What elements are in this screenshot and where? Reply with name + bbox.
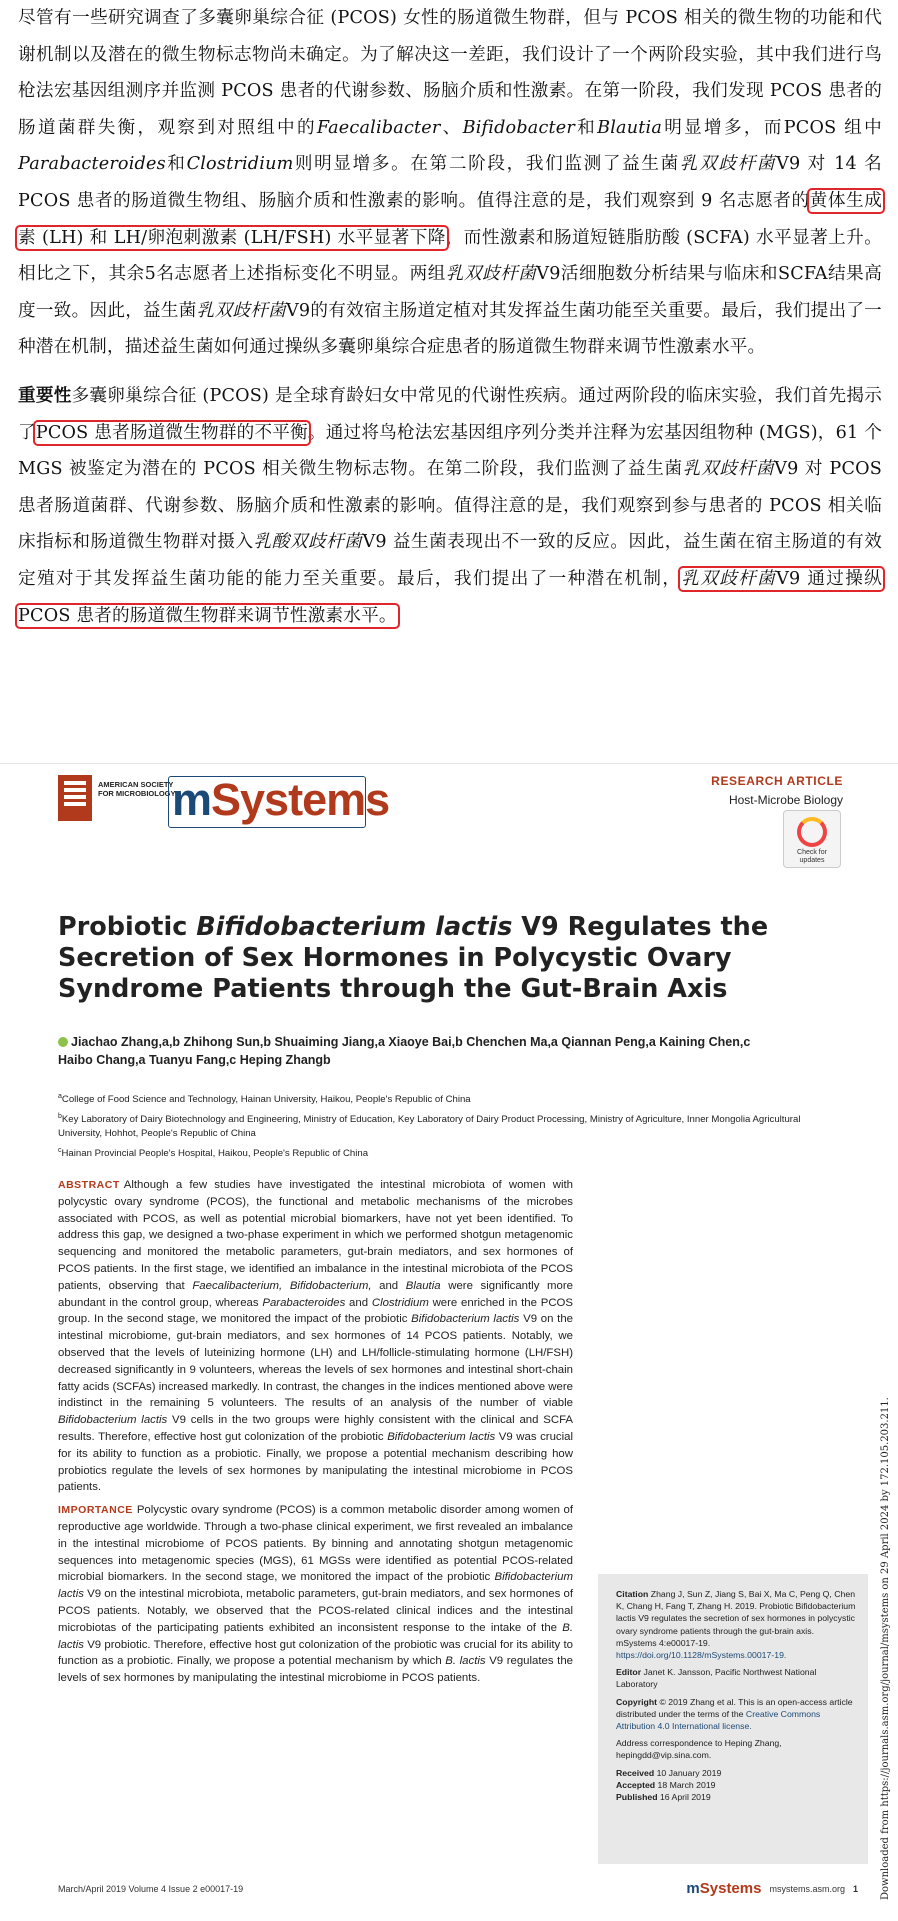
citation-sidebar: Citation Zhang J, Sun Z, Jiang S, Bai X, Ma C, Peng Q, Chen K, Chang H, Fang T, Zhang H. 2019. Probiotic Bifidobacterium lactis V9 regulates the secretion of sex hormones in polycystic ovary syndrome patients through the gut-brain axis. mSystems 4:e00017-19. https://doi.org/10.1128/mSystems.00017-19. Editor Janet K. Jansson, Pacific Northwest National Laboratory Copyright © 2019 Zhang et al. This is an open-access article distributed under the terms of the Creative Commons Attribution 4.0 International license. Address correspondence to Heping Zhang, hepingdd@vip.sina.com. Received 10 January 2019 Accepted 18 March 2019 Published 16 April 2019 [598, 1574, 868, 1864]
highlight-box-imbalance: PCOS 患者肠道微生物群的不平衡 [35, 422, 308, 443]
highlight-box-mechanism: 乳双歧杆菌V9 通过操纵 PCOS 患者的肠道微生物群来调节性激素水平。 [18, 568, 882, 626]
download-watermark: Downloaded from https://journals.asm.org/journal/msystems on 29 April 2024 by 172.105.203.211. [880, 1397, 891, 1900]
msystems-logo: mSystems [172, 774, 390, 825]
abstract-column [58, 1177, 573, 1693]
article-type: RESEARCH ARTICLE [711, 774, 843, 788]
asm-logo-mark-icon [64, 781, 86, 811]
affiliations: $^a$College of Food Science and Technology, Hainan University, Haikou, People's Republic of China $^b$Key Laboratory of Dairy Biotechnology and Engineering, Ministry of Education, Key Laboratory of Dairy Product Processing, Ministry of Agriculture, Inner Mongolia Agricultural University, Hohhot, People's Republic of China $^c$Hainan Provincial People's Hospital, Haikou, People's Republic of China [58, 1093, 801, 1160]
importance-paragraph: IMPORTANCE Polycystic ovary syndrome (PCOS) is a common metabolic disorder among women of reproductive age worldwide. Through a two-phase clinical experiment, we first revealed an imbalance in the intestinal microbiome of PCOS patients. By binning and annotating shotgun metagenomic sequences into metagenomic species (MGS), 61 MGSs were identified as potential PCOS-related microbial biomarkers. In the second stage, we monitored the impact of the probiotic Bifidobacterium lactis V9 on the intestinal microbiota, metabolic parameters, gut-brain mediators, and sex hormones of PCOS patients. Notably, we observed that the PCOS-related clinical indices and the intestinal microbiotas of the participating patients exhibited an inconsistent response to the intake of the B. lactis V9 probiotic. Therefore, effective host gut colonization of the probiotic was crucial for its ability to function as a probiotic. Finally, we propose a potential mechanism by which B. lactis V9 regulates the levels of sex hormones by manipulating the intestinal microbiome in PCOS patients. [58, 1504, 574, 1685]
page-footer [58, 1882, 858, 1900]
cn-importance-label: 重要性 [18, 384, 72, 406]
asm-society-name: AMERICAN SOCIETY FOR MICROBIOLOGY [98, 780, 176, 798]
journal-site: msystems.asm.org [769, 1883, 845, 1894]
cn-abstract-paragraph: 尽管有一些研究调查了多囊卵巢综合征 (PCOS) 女性的肠道微生物群，但与 PCOS 相关的微生物的功能和代谢机制以及潜在的微生物标志物尚未确定。为了解决这一差距，我们设计了一个两阶段实验，其中我们进行鸟枪法宏基因组测序并监测 PCOS 患者的代谢参数、肠脑介质和性激素。在第一阶段，我们发现 PCOS 患者的肠道菌群失衡，观察到对照组中的Faecalibacter、Bifidobacter和Blautia明显增多，而PCOS 组中Parabacteroides和Clostridium则明显增多。在第二阶段，我们监测了益生菌乳双歧杆菌V9 对 14 名 PCOS 患者的肠道微生物组、肠脑介质和性激素的影响。值得注意的是，我们观察到 9 名志愿者的黄体生成素 (LH) 和 LH/卵泡刺激素 (LH/FSH) 水平显著下降，而性激素和肠道短链脂肪酸 (SCFA) 水平显著上升。相比之下，其余5名志愿者上述指标变化不明显。两组乳双歧杆菌V9活细胞数分析结果与临床和SCFA结果高度一致。因此，益生菌乳双歧杆菌V9的有效宿主肠道定植对其发挥益生菌功能至关重要。最后，我们提出了一种潜在机制，描述益生菌如何通过操纵多囊卵巢综合症患者的肠道微生物群来调节性激素水平。 [18, 8, 883, 358]
chinese-translation [0, 0, 898, 760]
orcid-icon[interactable] [58, 1037, 68, 1047]
doi-link[interactable]: https://doi.org/10.1128/mSystems.00017-19. [616, 1650, 787, 1661]
article-section: Host-Microbe Biology [728, 793, 843, 807]
page-number: 1 [852, 1883, 858, 1894]
article-type-block [711, 774, 843, 807]
abstract-label: ABSTRACT [58, 1179, 120, 1191]
footer-msystems-logo: mSystems [686, 1880, 762, 1897]
author-list: Jiachao Zhang,a,b Zhihong Sun,b Shuaiming Jiang,a Xiaoye Bai,b Chenchen Ma,a Qiannan Peng,a Kaining Chen,c Haibo Chang,a Tuanyu Fang,c Heping Zhangb [58, 1035, 751, 1067]
check-updates-icon [797, 817, 827, 847]
highlight-box-lh: 黄体生成素 (LH) 和 LH/卵泡刺激素 (LH/FSH) 水平显著下降 [18, 190, 882, 248]
check-for-updates-badge[interactable]: Check for updates [783, 810, 841, 868]
article-title: Probiotic Bifidobacterium lactis V9 Regulates the Secretion of Sex Hormones in Polycystic Ovary Syndrome Patients through the Gut-Brain Axis [58, 912, 769, 1004]
license-link[interactable]: Creative Commons Attribution 4.0 International license. [616, 1708, 821, 1732]
abstract-paragraph: ABSTRACT Although a few studies have investigated the intestinal microbiota of women with polycystic ovary syndrome (PCOS), the functional and metabolic mechanisms of the microbes associated with PCOS, as well as potential microbial biomarkers, have not yet been identified. To address this gap, we designed a two-phase experiment in which we performed shotgun metagenomic sequencing and monitored the metabolic parameters, gut-brain mediators, and sex hormones of PCOS patients. In the first stage, we identified an imbalance in the intestinal microbiota of the PCOS patients, observing that Faecalibacterium, Bifidobacterium, and Blautia were significantly more abundant in the control group, whereas Parabacteroides and Clostridium were enriched in the PCOS group. In the second stage, we monitored the impact of the probiotic Bifidobacterium lactis V9 on the intestinal microbiome, gut-brain mediators, and sex hormones of 14 PCOS patients. Notably, we observed that the levels of luteinizing hormone (LH) and LH/follicle-stimulating hormone (LH/FSH) decreased significantly in 9 volunteers, whereas the levels of sex hormones and intestinal short-chain fatty acids (SCFAs) increased markedly. In contrast, the changes in the indices mentioned above were indistinct in the remaining 5 volunteers. The results of an analysis of the number of viable Bifidobacterium lactis V9 cells in the two groups were highly consistent with the clinical and SCFA results. Therefore, effective host gut colonization of the probiotic Bifidobacterium lactis V9 was crucial for its ability to function as a probiotic. Finally, we propose a potential mechanism describing how probiotics regulate the levels of sex hormones by manipulating the intestinal microbiome in PCOS patients. [58, 1179, 574, 1494]
issue-info: March/April 2019 Volume 4 Issue 2 e00017-19 [58, 1884, 244, 1894]
asm-logo [58, 775, 92, 821]
importance-label: IMPORTANCE [58, 1504, 133, 1517]
cn-importance-paragraph: 重要性多囊卵巢综合征 (PCOS) 是全球育龄妇女中常见的代谢性疾病。通过两阶段的临床实验，我们首先揭示了PCOS 患者肠道微生物群的不平衡。通过将鸟枪法宏基因组序列分类并注释为宏基因组物种 (MGS)，61 个 MGS 被鉴定为潜在的 PCOS 相关微生物标志物。在第二阶段，我们监测了益生菌乳双歧杆菌V9 对 PCOS 患者肠道菌群、代谢参数、肠脑介质和性激素的影响。值得注意的是，我们观察到参与患者的 PCOS 相关临床指标和肠道微生物群对摄入乳酸双歧杆菌V9 益生菌表现出不一致的反应。因此，益生菌在宿主肠道的有效定殖对于其发挥益生菌功能的能力至关重要。最后，我们提出了一种潜在机制，乳双歧杆菌V9 通过操纵 PCOS 患者的肠道微生物群来调节性激素水平。 [18, 384, 883, 626]
